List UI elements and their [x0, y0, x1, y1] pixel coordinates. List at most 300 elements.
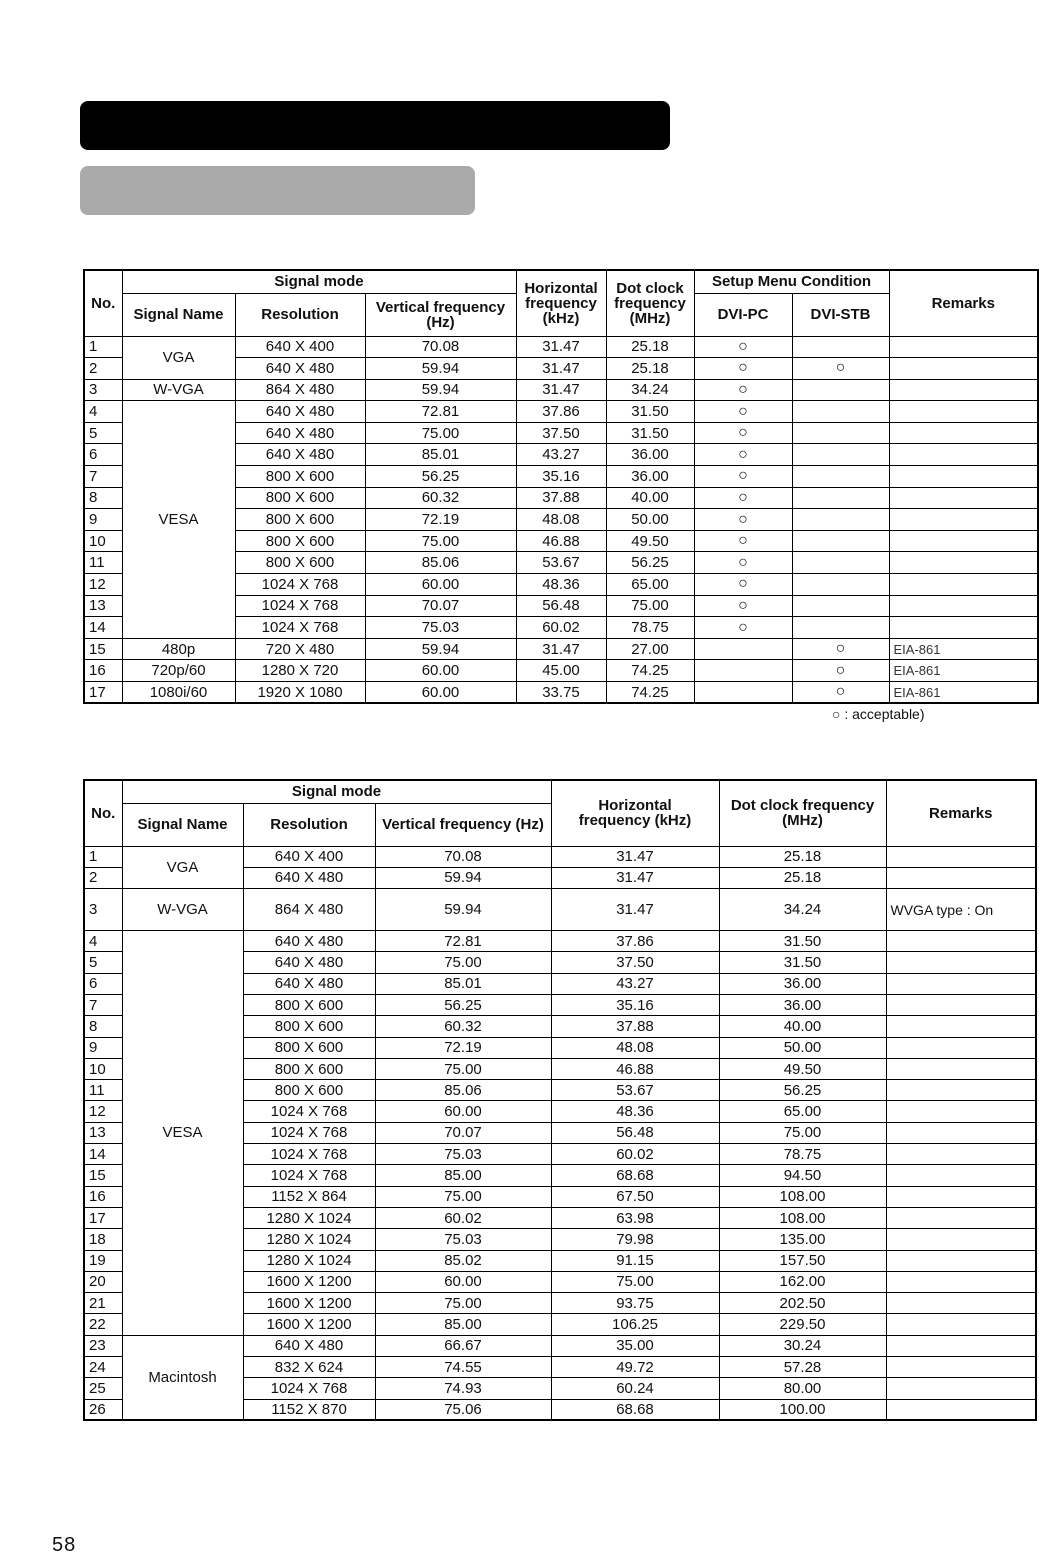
legend-note: ○ : acceptable) — [832, 706, 925, 722]
row-number: 7 — [84, 994, 122, 1015]
dot-clock-frequency: 25.18 — [606, 358, 694, 380]
dot-clock-frequency: 25.18 — [719, 867, 886, 888]
acceptable-circle-icon: ○ — [738, 596, 748, 614]
row-number: 12 — [84, 1101, 122, 1122]
row-number: 6 — [84, 973, 122, 994]
vertical-frequency: 70.07 — [365, 595, 516, 617]
dvi-stb-cell — [792, 466, 889, 488]
resolution: 800 X 600 — [243, 994, 375, 1015]
resolution: 1600 X 1200 — [243, 1293, 375, 1314]
row-number: 15 — [84, 638, 122, 660]
dot-clock-frequency: 74.25 — [606, 660, 694, 682]
vertical-frequency: 72.19 — [365, 509, 516, 531]
dvi-stb-cell — [792, 682, 889, 704]
signal-name: 1080i/60 — [122, 682, 235, 704]
row-number: 8 — [84, 1016, 122, 1037]
remarks — [886, 1080, 1036, 1101]
vertical-frequency: 75.03 — [375, 1229, 551, 1250]
remarks — [886, 1058, 1036, 1079]
signal-name: VESA — [122, 931, 243, 1336]
resolution: 1280 X 1024 — [243, 1250, 375, 1271]
horizontal-frequency: 60.02 — [516, 617, 606, 639]
row-number: 22 — [84, 1314, 122, 1335]
dvi-pc-cell — [694, 660, 792, 682]
remarks — [886, 1250, 1036, 1271]
dvi-pc-cell — [694, 682, 792, 704]
vertical-frequency: 60.00 — [375, 1101, 551, 1122]
page-number: 58 — [52, 1534, 77, 1556]
vertical-frequency: 85.06 — [365, 552, 516, 574]
horizontal-frequency: 43.27 — [551, 973, 719, 994]
row-number: 17 — [84, 682, 122, 704]
horizontal-frequency: 68.68 — [551, 1399, 719, 1420]
dvi-pc-cell — [694, 617, 792, 639]
vertical-frequency: 75.03 — [375, 1144, 551, 1165]
row-number: 10 — [84, 1058, 122, 1079]
vertical-frequency: 60.00 — [365, 660, 516, 682]
row-number: 12 — [84, 574, 122, 596]
vertical-frequency: 75.06 — [375, 1399, 551, 1420]
row-number: 9 — [84, 509, 122, 531]
dvi-pc-cell — [694, 401, 792, 423]
horizontal-frequency: 79.98 — [551, 1229, 719, 1250]
resolution: 1600 X 1200 — [243, 1314, 375, 1335]
resolution: 640 X 480 — [235, 444, 365, 466]
dvi-stb-cell — [792, 595, 889, 617]
horizontal-frequency: 67.50 — [551, 1186, 719, 1207]
row-number: 24 — [84, 1357, 122, 1378]
dvi-pc-cell — [694, 509, 792, 531]
acceptable-circle-icon: ○ — [835, 683, 846, 701]
remarks — [886, 1186, 1036, 1207]
dot-clock-frequency: 162.00 — [719, 1271, 886, 1292]
remarks — [886, 973, 1036, 994]
horizontal-frequency: 35.00 — [551, 1335, 719, 1356]
acceptable-circle-icon: ○ — [738, 553, 748, 571]
remarks — [889, 530, 1038, 552]
vertical-frequency: 85.02 — [375, 1250, 551, 1271]
vertical-frequency: 75.00 — [375, 1293, 551, 1314]
resolution: 640 X 480 — [243, 867, 375, 888]
resolution: 640 X 480 — [243, 952, 375, 973]
dvi-stb-cell — [792, 401, 889, 423]
resolution: 1280 X 1024 — [243, 1229, 375, 1250]
dvi-stb-cell — [792, 552, 889, 574]
dot-clock-frequency: 49.50 — [719, 1058, 886, 1079]
section-title-bar — [80, 101, 670, 150]
horizontal-frequency: 53.67 — [551, 1080, 719, 1101]
resolution: 800 X 600 — [243, 1016, 375, 1037]
resolution: 1024 X 768 — [243, 1378, 375, 1399]
header-signal-name: Signal Name — [122, 293, 235, 336]
vertical-frequency: 70.08 — [375, 846, 551, 867]
resolution: 1152 X 864 — [243, 1186, 375, 1207]
vertical-frequency: 60.02 — [375, 1207, 551, 1228]
signal-name: VGA — [122, 846, 243, 889]
horizontal-frequency: 31.47 — [551, 867, 719, 888]
remarks — [886, 931, 1036, 952]
header-no: No. — [84, 780, 122, 846]
row-number: 1 — [84, 336, 122, 358]
remarks — [889, 422, 1038, 444]
vertical-frequency: 59.94 — [375, 867, 551, 888]
remarks — [886, 846, 1036, 867]
dot-clock-frequency: 229.50 — [719, 1314, 886, 1335]
row-number: 14 — [84, 1144, 122, 1165]
horizontal-frequency: 35.16 — [516, 466, 606, 488]
table-row — [84, 379, 1038, 401]
dot-clock-frequency: 34.24 — [606, 379, 694, 401]
horizontal-frequency: 46.88 — [516, 530, 606, 552]
row-number: 23 — [84, 1335, 122, 1356]
row-number: 13 — [84, 1122, 122, 1143]
vertical-frequency: 74.93 — [375, 1378, 551, 1399]
dvi-stb-cell — [792, 660, 889, 682]
remarks — [889, 444, 1038, 466]
remarks: WVGA type : On — [886, 889, 1036, 931]
resolution: 640 X 400 — [243, 846, 375, 867]
dot-clock-frequency: 27.00 — [606, 638, 694, 660]
remarks — [889, 466, 1038, 488]
dot-clock-frequency: 75.00 — [606, 595, 694, 617]
dot-clock-frequency: 49.50 — [606, 530, 694, 552]
resolution: 640 X 480 — [235, 422, 365, 444]
dot-clock-frequency: 56.25 — [606, 552, 694, 574]
resolution: 640 X 480 — [235, 358, 365, 380]
horizontal-frequency: 53.67 — [516, 552, 606, 574]
dot-clock-frequency: 31.50 — [719, 952, 886, 973]
vertical-frequency: 72.81 — [375, 931, 551, 952]
vertical-frequency: 60.32 — [375, 1016, 551, 1037]
signal-name: Macintosh — [122, 1335, 243, 1420]
row-number: 5 — [84, 952, 122, 973]
row-number: 26 — [84, 1399, 122, 1420]
remarks — [886, 1378, 1036, 1399]
signal-table-pc — [83, 779, 1037, 1421]
dot-clock-frequency: 94.50 — [719, 1165, 886, 1186]
resolution: 800 X 600 — [235, 552, 365, 574]
acceptable-circle-icon: ○ — [738, 532, 748, 550]
horizontal-frequency: 106.25 — [551, 1314, 719, 1335]
row-number: 2 — [84, 358, 122, 380]
resolution: 1024 X 768 — [243, 1144, 375, 1165]
remarks — [889, 336, 1038, 358]
vertical-frequency: 85.06 — [375, 1080, 551, 1101]
horizontal-frequency: 31.47 — [551, 889, 719, 931]
dvi-stb-cell — [792, 638, 889, 660]
remarks — [886, 1229, 1036, 1250]
acceptable-circle-icon: ○ — [738, 359, 748, 377]
vertical-frequency: 75.00 — [365, 530, 516, 552]
remarks — [889, 358, 1038, 380]
header-signal-mode: Signal mode — [122, 270, 516, 293]
table-row — [84, 682, 1038, 704]
dvi-pc-cell — [694, 574, 792, 596]
acceptable-circle-icon: ○ — [835, 661, 846, 679]
dot-clock-frequency: 78.75 — [719, 1144, 886, 1165]
dot-clock-frequency: 65.00 — [719, 1101, 886, 1122]
horizontal-frequency: 31.47 — [516, 358, 606, 380]
header-resolution: Resolution — [243, 803, 375, 846]
dvi-pc-cell — [694, 638, 792, 660]
dvi-stb-cell — [792, 487, 889, 509]
resolution: 720 X 480 — [235, 638, 365, 660]
header-signal-name: Signal Name — [122, 803, 243, 846]
resolution: 1024 X 768 — [235, 574, 365, 596]
table-row — [84, 931, 1036, 952]
acceptable-circle-icon: ○ — [738, 488, 748, 506]
vertical-frequency: 85.01 — [375, 973, 551, 994]
remarks — [886, 1293, 1036, 1314]
resolution: 800 X 600 — [243, 1037, 375, 1058]
vertical-frequency: 75.03 — [365, 617, 516, 639]
acceptable-circle-icon: ○ — [835, 359, 846, 377]
row-number: 13 — [84, 595, 122, 617]
dvi-pc-cell — [694, 487, 792, 509]
vertical-frequency: 56.25 — [365, 466, 516, 488]
horizontal-frequency: 49.72 — [551, 1357, 719, 1378]
horizontal-frequency: 60.02 — [551, 1144, 719, 1165]
signal-name: 480p — [122, 638, 235, 660]
row-number: 19 — [84, 1250, 122, 1271]
horizontal-frequency: 35.16 — [551, 994, 719, 1015]
header-dvi-pc: DVI-PC — [694, 293, 792, 336]
vertical-frequency: 70.08 — [365, 336, 516, 358]
dvi-stb-cell — [792, 444, 889, 466]
vertical-frequency: 60.00 — [365, 682, 516, 704]
resolution: 1152 X 870 — [243, 1399, 375, 1420]
header-no: No. — [84, 270, 122, 336]
dvi-pc-cell — [694, 336, 792, 358]
header-resolution: Resolution — [235, 293, 365, 336]
acceptable-circle-icon: ○ — [738, 510, 748, 528]
vertical-frequency: 85.00 — [375, 1314, 551, 1335]
row-number: 16 — [84, 1186, 122, 1207]
row-number: 3 — [84, 379, 122, 401]
horizontal-frequency: 91.15 — [551, 1250, 719, 1271]
resolution: 800 X 600 — [235, 466, 365, 488]
horizontal-frequency: 48.08 — [516, 509, 606, 531]
dvi-stb-cell — [792, 574, 889, 596]
row-number: 11 — [84, 1080, 122, 1101]
remarks — [886, 1101, 1036, 1122]
horizontal-frequency: 37.88 — [551, 1016, 719, 1037]
resolution: 1280 X 720 — [235, 660, 365, 682]
dot-clock-frequency: 50.00 — [719, 1037, 886, 1058]
row-number: 4 — [84, 931, 122, 952]
horizontal-frequency: 37.88 — [516, 487, 606, 509]
row-number: 20 — [84, 1271, 122, 1292]
signal-name: W-VGA — [122, 379, 235, 401]
dvi-stb-cell — [792, 509, 889, 531]
dot-clock-frequency: 157.50 — [719, 1250, 886, 1271]
dot-clock-frequency: 34.24 — [719, 889, 886, 931]
horizontal-frequency: 31.47 — [516, 336, 606, 358]
signal-name: VGA — [122, 336, 235, 379]
resolution: 1024 X 768 — [235, 595, 365, 617]
vertical-frequency: 72.19 — [375, 1037, 551, 1058]
remarks — [889, 595, 1038, 617]
table-row — [84, 401, 1038, 423]
vertical-frequency: 85.00 — [375, 1165, 551, 1186]
remarks — [886, 1144, 1036, 1165]
remarks — [886, 1122, 1036, 1143]
horizontal-frequency: 60.24 — [551, 1378, 719, 1399]
dot-clock-frequency: 108.00 — [719, 1186, 886, 1207]
row-number: 21 — [84, 1293, 122, 1314]
resolution: 1024 X 768 — [243, 1101, 375, 1122]
vertical-frequency: 60.32 — [365, 487, 516, 509]
dot-clock-frequency: 36.00 — [719, 973, 886, 994]
resolution: 1920 X 1080 — [235, 682, 365, 704]
row-number: 3 — [84, 889, 122, 931]
dot-clock-frequency: 40.00 — [719, 1016, 886, 1037]
dot-clock-frequency: 108.00 — [719, 1207, 886, 1228]
dvi-pc-cell — [694, 530, 792, 552]
horizontal-frequency: 63.98 — [551, 1207, 719, 1228]
row-number: 5 — [84, 422, 122, 444]
resolution: 640 X 400 — [235, 336, 365, 358]
horizontal-frequency: 37.86 — [516, 401, 606, 423]
horizontal-frequency: 37.50 — [516, 422, 606, 444]
remarks — [889, 487, 1038, 509]
vertical-frequency: 74.55 — [375, 1357, 551, 1378]
header-dot-clock: Dot clock frequency (MHz) — [719, 780, 886, 846]
row-number: 6 — [84, 444, 122, 466]
resolution: 640 X 480 — [243, 973, 375, 994]
horizontal-frequency: 31.47 — [516, 379, 606, 401]
dot-clock-frequency: 25.18 — [719, 846, 886, 867]
acceptable-circle-icon: ○ — [738, 467, 748, 485]
dot-clock-frequency: 65.00 — [606, 574, 694, 596]
horizontal-frequency: 37.86 — [551, 931, 719, 952]
header-remarks: Remarks — [886, 780, 1036, 846]
acceptable-circle-icon: ○ — [738, 445, 748, 463]
horizontal-frequency: 56.48 — [551, 1122, 719, 1143]
vertical-frequency: 75.00 — [375, 952, 551, 973]
resolution: 1024 X 768 — [243, 1165, 375, 1186]
dot-clock-frequency: 31.50 — [606, 422, 694, 444]
dvi-pc-cell — [694, 422, 792, 444]
table-row — [84, 660, 1038, 682]
remarks — [886, 1016, 1036, 1037]
dvi-pc-cell — [694, 379, 792, 401]
vertical-frequency: 70.07 — [375, 1122, 551, 1143]
dot-clock-frequency: 100.00 — [719, 1399, 886, 1420]
dvi-stb-cell — [792, 422, 889, 444]
dvi-stb-cell — [792, 379, 889, 401]
vertical-frequency: 85.01 — [365, 444, 516, 466]
header-vertical: Vertical frequency (Hz) — [375, 803, 551, 846]
horizontal-frequency: 75.00 — [551, 1271, 719, 1292]
remarks — [889, 379, 1038, 401]
acceptable-circle-icon: ○ — [835, 640, 846, 658]
acceptable-circle-icon: ○ — [738, 337, 748, 355]
row-number: 4 — [84, 401, 122, 423]
row-number: 18 — [84, 1229, 122, 1250]
signal-name: W-VGA — [122, 889, 243, 931]
dvi-pc-cell — [694, 595, 792, 617]
remarks — [886, 1335, 1036, 1356]
remarks — [889, 509, 1038, 531]
dot-clock-frequency: 31.50 — [719, 931, 886, 952]
acceptable-circle-icon: ○ — [738, 424, 748, 442]
subsection-title-bar — [80, 166, 475, 215]
header-setup-menu: Setup Menu Condition — [694, 270, 889, 293]
header-horizontal: Horizontal frequency (kHz) — [516, 270, 606, 336]
remarks — [886, 1399, 1036, 1420]
horizontal-frequency: 46.88 — [551, 1058, 719, 1079]
acceptable-circle-icon: ○ — [738, 402, 748, 420]
row-number: 9 — [84, 1037, 122, 1058]
table-row — [84, 889, 1036, 931]
dot-clock-frequency: 36.00 — [606, 466, 694, 488]
remarks — [889, 617, 1038, 639]
dot-clock-frequency: 135.00 — [719, 1229, 886, 1250]
dot-clock-frequency: 30.24 — [719, 1335, 886, 1356]
table-row — [84, 1335, 1036, 1356]
row-number: 16 — [84, 660, 122, 682]
dot-clock-frequency: 36.00 — [606, 444, 694, 466]
dot-clock-frequency: 57.28 — [719, 1357, 886, 1378]
header-horizontal: Horizontal frequency (kHz) — [551, 780, 719, 846]
resolution: 1024 X 768 — [243, 1122, 375, 1143]
dvi-stb-cell — [792, 617, 889, 639]
dot-clock-frequency: 31.50 — [606, 401, 694, 423]
header-dvi-stb: DVI-STB — [792, 293, 889, 336]
row-number: 10 — [84, 530, 122, 552]
table-row — [84, 846, 1036, 867]
horizontal-frequency: 37.50 — [551, 952, 719, 973]
dvi-pc-cell — [694, 552, 792, 574]
horizontal-frequency: 68.68 — [551, 1165, 719, 1186]
horizontal-frequency: 31.47 — [516, 638, 606, 660]
remarks — [886, 952, 1036, 973]
resolution: 640 X 480 — [243, 931, 375, 952]
remarks: EIA-861 — [889, 682, 1038, 704]
remarks — [889, 574, 1038, 596]
table-row — [84, 638, 1038, 660]
dot-clock-frequency: 75.00 — [719, 1122, 886, 1143]
remarks — [886, 1207, 1036, 1228]
remarks: EIA-861 — [889, 660, 1038, 682]
dvi-pc-cell — [694, 444, 792, 466]
horizontal-frequency: 56.48 — [516, 595, 606, 617]
dot-clock-frequency: 202.50 — [719, 1293, 886, 1314]
vertical-frequency: 60.00 — [365, 574, 516, 596]
vertical-frequency: 75.00 — [375, 1058, 551, 1079]
header-signal-mode: Signal mode — [122, 780, 551, 803]
resolution: 800 X 600 — [243, 1058, 375, 1079]
dvi-stb-cell — [792, 336, 889, 358]
vertical-frequency: 59.94 — [365, 638, 516, 660]
vertical-frequency: 72.81 — [365, 401, 516, 423]
horizontal-frequency: 48.08 — [551, 1037, 719, 1058]
vertical-frequency: 59.94 — [365, 379, 516, 401]
remarks — [886, 1314, 1036, 1335]
horizontal-frequency: 31.47 — [551, 846, 719, 867]
dot-clock-frequency: 40.00 — [606, 487, 694, 509]
vertical-frequency: 75.00 — [365, 422, 516, 444]
resolution: 640 X 480 — [235, 401, 365, 423]
dvi-pc-cell — [694, 358, 792, 380]
vertical-frequency: 66.67 — [375, 1335, 551, 1356]
dvi-stb-cell — [792, 530, 889, 552]
dvi-pc-cell — [694, 466, 792, 488]
dot-clock-frequency: 56.25 — [719, 1080, 886, 1101]
remarks — [886, 867, 1036, 888]
remarks — [886, 1037, 1036, 1058]
